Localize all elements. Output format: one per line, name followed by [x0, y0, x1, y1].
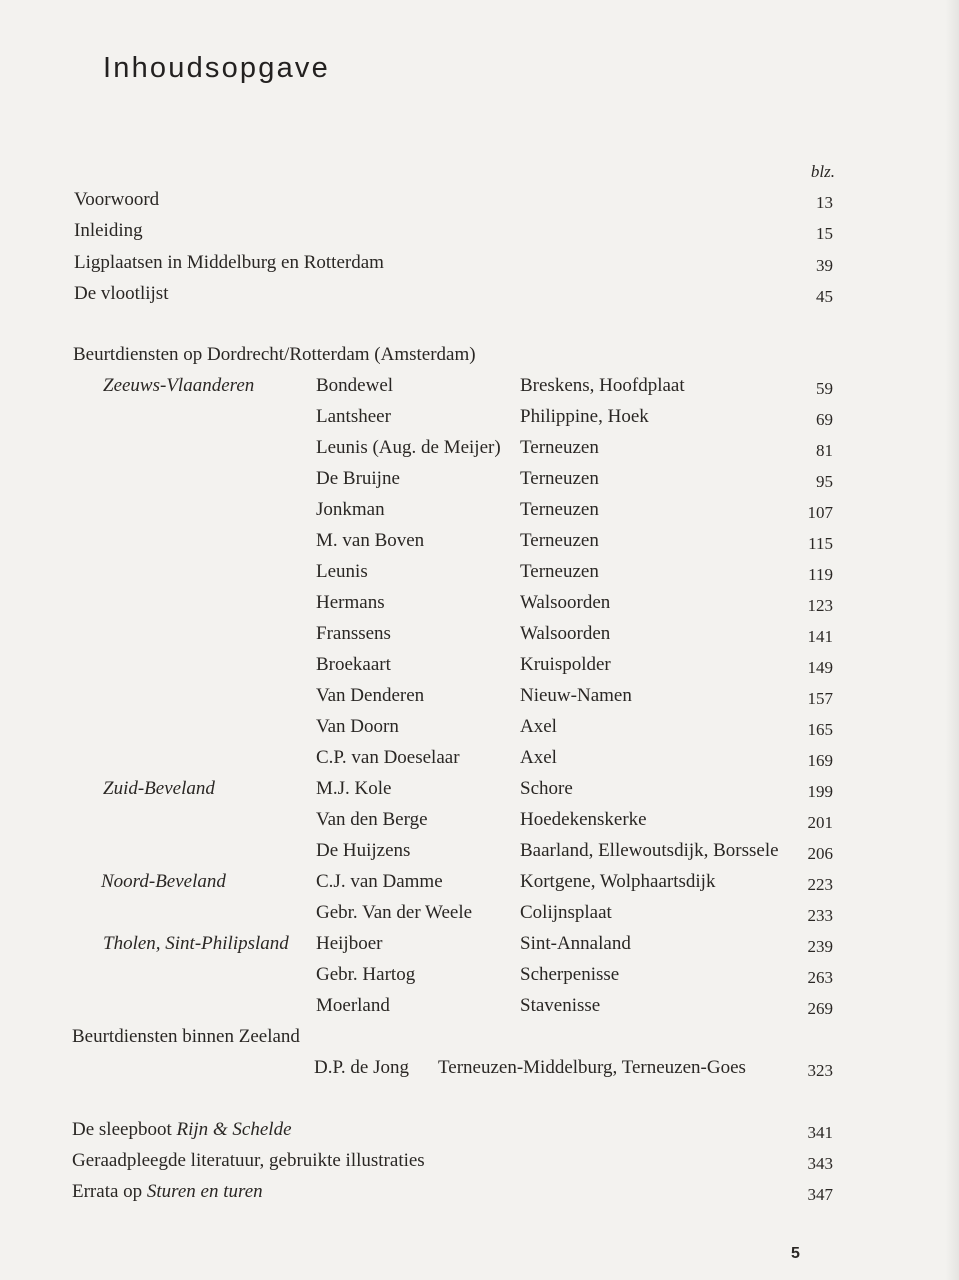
operator-name[interactable]: C.P. van Doeselaar	[316, 747, 460, 768]
operator-place: Terneuzen	[520, 437, 599, 458]
toc-entry-page: 45	[816, 287, 833, 306]
toc-entry-text: Errata op	[72, 1181, 147, 1202]
operator-place: Baarland, Ellewoutsdijk, Borssele	[520, 840, 779, 861]
operator-place: Walsoorden	[520, 623, 611, 644]
operator-place: Terneuzen	[520, 499, 599, 520]
toc-entry-page: 95	[816, 472, 833, 491]
toc-entry-label[interactable]: Inleiding	[74, 220, 143, 241]
operator-name[interactable]: Lantsheer	[316, 406, 391, 427]
page-title: Inhoudsopgave	[103, 52, 330, 84]
toc-entry-page: 39	[816, 256, 833, 275]
section-heading: Beurtdiensten op Dordrecht/Rotterdam (Amsterdam)	[73, 344, 476, 365]
toc-entry-page: 119	[808, 565, 833, 584]
toc-entry-page: 347	[807, 1185, 833, 1204]
toc-entry-page: 323	[807, 1061, 833, 1080]
operator-name[interactable]: Bondewel	[316, 375, 394, 396]
toc-entry-page: 343	[807, 1154, 833, 1173]
toc-entry-label[interactable]: Voorwoord	[74, 189, 160, 210]
operator-name[interactable]: De Bruijne	[316, 468, 400, 489]
operator-name[interactable]: Hermans	[316, 592, 385, 613]
operator-name[interactable]: D.P. de Jong	[314, 1057, 410, 1078]
toc-entry-text: Geraadpleegde literatuur, gebruikte illustraties	[72, 1150, 425, 1171]
toc-entry-page: 59	[816, 379, 833, 398]
toc-entry-page: 341	[807, 1123, 833, 1142]
operator-place: Schore	[520, 778, 573, 799]
toc-entry-page: 206	[807, 844, 833, 863]
operator-name[interactable]: Gebr. Hartog	[316, 964, 416, 985]
operator-name[interactable]: M. van Boven	[316, 530, 425, 551]
toc-entry-page: 107	[807, 503, 833, 522]
operator-place: Terneuzen	[520, 530, 599, 551]
toc-entry-page: 239	[807, 937, 833, 956]
toc-entry-page: 157	[807, 689, 833, 708]
operator-place: Kruispolder	[520, 654, 611, 675]
operator-place: Stavenisse	[520, 995, 601, 1016]
toc-entry-page: 263	[807, 968, 833, 987]
operator-place: Axel	[520, 747, 557, 768]
toc-entry-page: 115	[808, 534, 833, 553]
operator-place: Terneuzen	[520, 561, 599, 582]
toc-entry-text: De sleepboot	[72, 1119, 177, 1140]
toc-entry-label[interactable]	[72, 1182, 263, 1201]
operator-place: Axel	[520, 716, 557, 737]
region-label: Zeeuws-Vlaanderen	[103, 375, 255, 396]
region-label: Noord-Beveland	[101, 871, 226, 892]
operator-name[interactable]: Moerland	[316, 995, 390, 1016]
toc-entry-page: 13	[816, 193, 833, 212]
operator-name[interactable]: Van den Berge	[316, 809, 428, 830]
operator-name[interactable]: Jonkman	[316, 499, 385, 520]
operator-name[interactable]: Van Doorn	[316, 716, 399, 737]
section-heading: Beurtdiensten binnen Zeeland	[72, 1026, 300, 1047]
operator-place: Kortgene, Wolphaartsdijk	[520, 871, 716, 892]
operator-place: Terneuzen	[520, 468, 599, 489]
toc-entry-page: 149	[807, 658, 833, 677]
region-label: Tholen, Sint-Philipsland	[103, 933, 289, 954]
toc-entry-page: 69	[816, 410, 833, 429]
operator-place: Hoedekenskerke	[520, 809, 647, 830]
toc-entry-italic-title: Rijn & Schelde	[176, 1119, 292, 1140]
toc-entry-label[interactable]	[72, 1120, 292, 1139]
toc-entry-label[interactable]: Ligplaatsen in Middelburg en Rotterdam	[74, 252, 384, 273]
toc-entry-page: 165	[807, 720, 833, 739]
operator-name[interactable]: Leunis (Aug. de Meijer)	[316, 437, 501, 458]
toc-entry-page: 169	[807, 751, 833, 770]
toc-entry-page: 269	[807, 999, 833, 1018]
operator-name[interactable]: Heijboer	[316, 933, 383, 954]
toc-entry-italic-title: Sturen en turen	[146, 1181, 263, 1202]
operator-name[interactable]: M.J. Kole	[316, 778, 392, 799]
toc-entry-page: 15	[816, 224, 833, 243]
operator-place: Philippine, Hoek	[520, 406, 649, 427]
operator-place: Nieuw-Namen	[520, 685, 632, 706]
toc-entry-page: 123	[807, 596, 833, 615]
toc-entry-page: 201	[807, 813, 833, 832]
operator-name[interactable]: Van Denderen	[316, 685, 425, 706]
toc-entry-page: 199	[807, 782, 833, 801]
toc-entry-page: 141	[807, 627, 833, 646]
toc-entry-page: 233	[807, 906, 833, 925]
region-label: Zuid-Beveland	[103, 778, 215, 799]
operator-name[interactable]: Gebr. Van der Weele	[316, 902, 473, 923]
operator-name[interactable]: Leunis	[316, 561, 368, 582]
operator-name[interactable]: C.J. van Damme	[316, 871, 443, 892]
operator-name[interactable]: Franssens	[316, 623, 391, 644]
page-edge-shadow	[945, 0, 959, 1280]
operator-name[interactable]: De Huijzens	[316, 840, 411, 861]
page-number: 5	[791, 1245, 800, 1262]
toc-entry-page: 223	[807, 875, 833, 894]
toc-entry-label[interactable]: De vlootlijst	[74, 283, 169, 304]
operator-place: Scherpenisse	[520, 964, 620, 985]
operator-name[interactable]: Broekaart	[316, 654, 391, 675]
operator-place: Walsoorden	[520, 592, 611, 613]
operator-place: Terneuzen-Middelburg, Terneuzen-Goes	[438, 1057, 746, 1078]
toc-entry-page: 81	[816, 441, 833, 460]
operator-place: Breskens, Hoofdplaat	[520, 375, 685, 396]
page-column-header: blz.	[810, 162, 835, 181]
operator-place: Sint-Annaland	[520, 933, 631, 954]
toc-entry-label[interactable]	[72, 1151, 425, 1170]
operator-place: Colijnsplaat	[520, 902, 612, 923]
